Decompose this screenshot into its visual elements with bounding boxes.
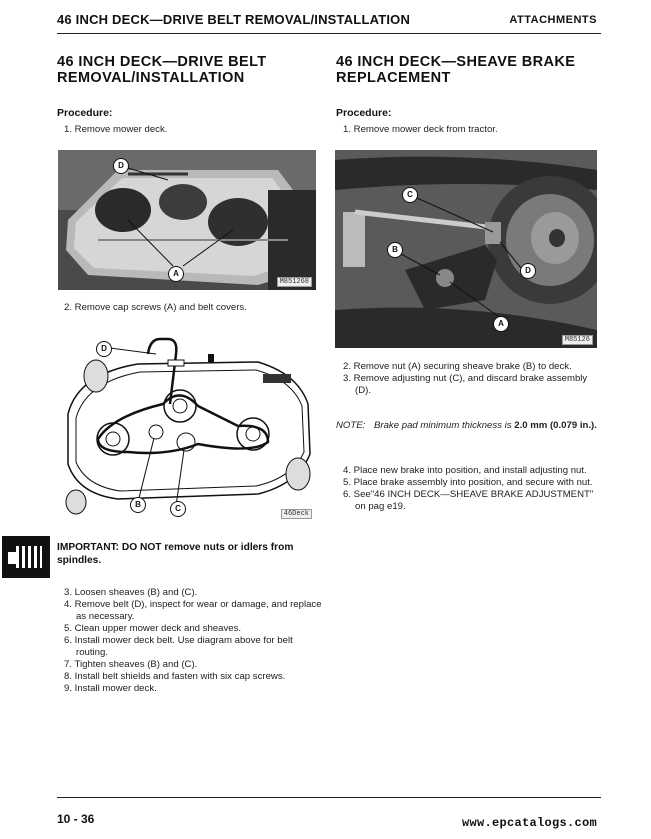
left-step-6: 6. Install mower deck belt. Use diagram above for belt routing. xyxy=(64,635,293,658)
page-number: 10 - 36 xyxy=(57,812,95,826)
right-steps-a xyxy=(343,361,601,397)
right-step-4: 4. Place new brake into position, and install adjusting nut. xyxy=(343,465,587,476)
header-rule xyxy=(57,33,601,34)
right-step-5: 5. Place brake assembly into position, and secure with nut. xyxy=(343,477,593,488)
right-step-2: 2. Remove nut (A) securing sheave brake (B) to deck. xyxy=(343,361,572,372)
note-label: NOTE: xyxy=(336,420,366,431)
right-title-line2: REPLACEMENT xyxy=(336,70,451,86)
photo-figure-tag: M851268 xyxy=(277,277,312,287)
right-photo-leader-lines xyxy=(335,150,597,348)
left-step-1: 1. Remove mower deck. xyxy=(64,124,168,135)
sheave-brake-photo xyxy=(335,150,597,348)
right-title-line1: 46 INCH DECK—SHEAVE BRAKE xyxy=(336,54,576,70)
note-value: 2.0 mm (0.079 in.). xyxy=(514,420,597,431)
callout-b: B xyxy=(130,497,146,513)
left-step-7: 7. Tighten sheaves (B) and (C). xyxy=(64,659,198,670)
mower-deck-photo xyxy=(58,150,316,290)
callout-a: A xyxy=(493,316,509,332)
right-section-title xyxy=(336,54,606,86)
running-header-section: ATTACHMENTS xyxy=(509,14,597,26)
callout-d: D xyxy=(113,158,129,174)
belt-diagram-art xyxy=(58,334,316,522)
left-procedure-label: Procedure: xyxy=(57,107,113,119)
left-steps-list xyxy=(64,587,322,695)
left-step-5: 5. Clean upper mower deck and sheaves. xyxy=(64,623,242,634)
right-procedure-label: Procedure: xyxy=(336,107,392,119)
left-section-title xyxy=(57,54,327,86)
belt-routing-diagram xyxy=(58,334,316,522)
left-step-3: 3. Loosen sheaves (B) and (C). xyxy=(64,587,198,598)
footer-rule xyxy=(57,797,601,798)
photo-leader-lines xyxy=(58,150,316,290)
right-step-3: 3. Remove adjusting nut (C), and discard brake assembly (D). xyxy=(343,373,588,396)
running-header-title: 46 INCH DECK—DRIVE BELT REMOVAL/INSTALLATION xyxy=(57,12,411,27)
right-step-1: 1. Remove mower deck from tractor. xyxy=(343,124,498,135)
left-step-2: 2. Remove cap screws (A) and belt covers. xyxy=(64,302,247,313)
left-step-8: 8. Install belt shields and fasten with six cap screws. xyxy=(64,671,286,682)
left-step-4: 4. Remove belt (D), inspect for wear or damage, and replace as necessary. xyxy=(64,599,322,622)
callout-b: B xyxy=(387,242,403,258)
right-photo-figure-tag: M85126 xyxy=(562,335,593,345)
left-step-9: 9. Install mower deck. xyxy=(64,683,157,694)
left-title-line1: 46 INCH DECK—DRIVE BELT xyxy=(57,54,267,70)
callout-a: A xyxy=(168,266,184,282)
right-steps-b xyxy=(343,465,601,513)
diagram-figure-tag: 46Deck xyxy=(281,509,312,519)
callout-c: C xyxy=(402,187,418,203)
note-text: Brake pad minimum thickness is xyxy=(374,420,512,431)
brake-pad-note xyxy=(336,420,601,432)
watermark-site: www.epcatalogs.com xyxy=(461,816,597,830)
callout-d: D xyxy=(96,341,112,357)
left-title-line2: REMOVAL/INSTALLATION xyxy=(57,70,245,86)
right-step-6: 6. See"46 INCH DECK—SHEAVE BRAKE ADJUSTMENT" on pag e19. xyxy=(343,489,594,512)
hand-pointer-icon xyxy=(2,536,50,578)
important-notice: IMPORTANT: DO NOT remove nuts or idlers from spindles. xyxy=(57,542,294,566)
callout-d: D xyxy=(520,263,536,279)
important-icon-box xyxy=(2,536,50,578)
callout-c: C xyxy=(170,501,186,517)
